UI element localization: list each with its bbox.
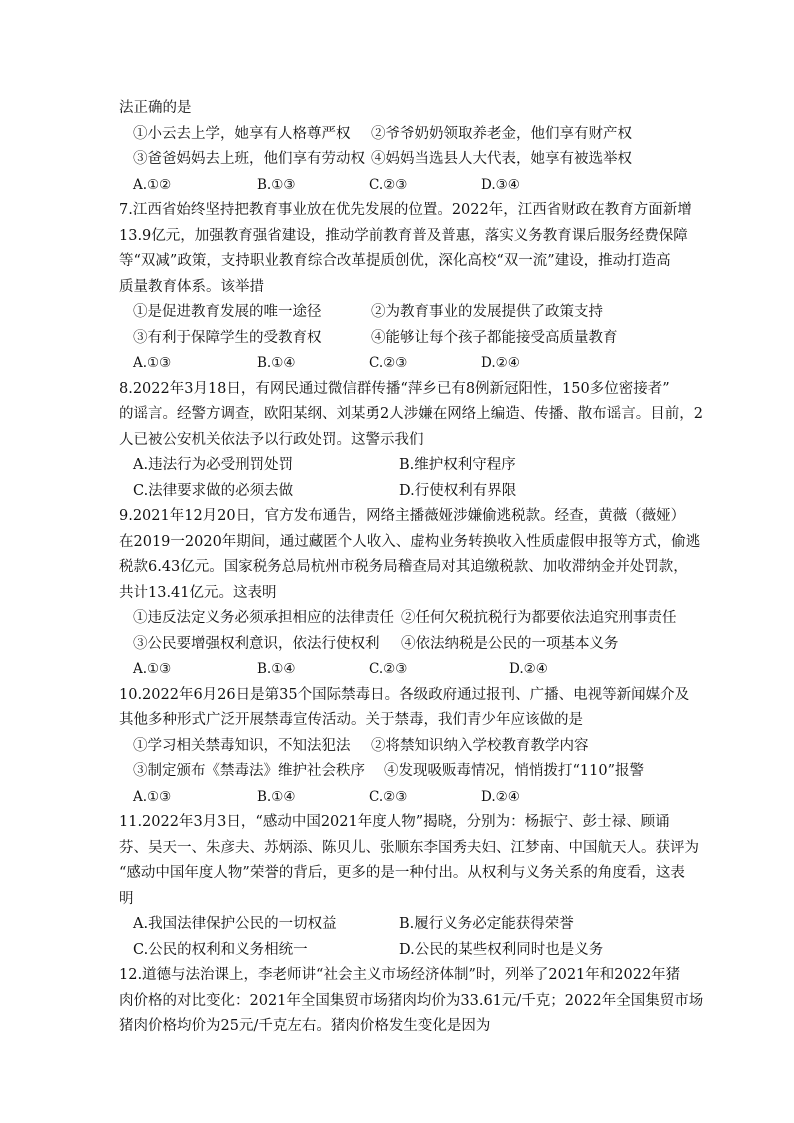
question-stem-line: 10.2022年6月26日是第35个国际禁毒日。各级政府通过报刊、广播、电视等新闻媒介及 (119, 686, 690, 703)
question-stem-line: 质量教育体系。该举措 (119, 278, 264, 295)
option-d[interactable]: D.②④ (481, 788, 520, 805)
question-stem-line: 7.江西省始终坚持把教育事业放在优先发展的位置。2022年，江西省财政在教育方面新增 (119, 202, 692, 218)
option-c[interactable]: C.②③ (369, 788, 408, 805)
question-6 (119, 96, 689, 198)
question-stem-line: 人已被公安机关依法予以行政处罚。这警示我们 (119, 431, 424, 448)
question-10 (119, 683, 689, 811)
option-a[interactable]: A.我国法律保护公民的一切权益 (133, 916, 337, 932)
option-c[interactable]: C.②③ (369, 661, 408, 677)
statement-4: ④妈妈当选县人大代表，她享有被选举权 (371, 151, 632, 167)
option-a[interactable]: A.①② (133, 176, 172, 193)
option-c[interactable]: C.②③ (369, 176, 408, 193)
statement-1: ①是促进教育发展的唯一途径 (133, 304, 322, 320)
question-8 (119, 377, 703, 505)
option-a[interactable]: A.违法行为必受刑罚处罚 (133, 457, 294, 473)
option-c[interactable]: C.②③ (369, 355, 408, 371)
statement-1: ①学习相关禁毒知识，不知法犯法 (133, 737, 351, 754)
question-stem-line: 芬、吴天一、朱彦夫、苏炳添、陈贝儿、张顺东李国秀夫妇、江梦南、中国航天人。获评为 (119, 839, 699, 856)
question-stem-line: 明 (119, 890, 134, 907)
option-b[interactable]: B.履行义务必定能获得荣誉 (399, 916, 574, 932)
option-a[interactable]: A.①③ (133, 661, 172, 677)
question-stem-line: 税款6.43亿元。国家税务总局杭州市税务局稽查局对其追缴税款、加收滞纳金并处罚款， (119, 559, 688, 575)
question-stem-line: 9.2021年12月20日，官方发布通告，网络主播薇娅涉嫌偷逃税款。经查，黄薇（薇娅） (119, 508, 686, 524)
option-c[interactable]: C.法律要求做的必须去做 (133, 482, 294, 499)
statement-3: ③制定颁布《禁毒法》维护社会秩序 (133, 763, 365, 779)
question-7 (119, 198, 692, 377)
statement-2: ②任何欠税抗税行为都要依法追究刑事责任 (401, 610, 677, 626)
statement-1: ①小云去上学，她享有人格尊严权 (133, 125, 351, 142)
question-stem-line: 的谣言。经警方调查，欧阳某纲、刘某勇2人涉嫌在网络上编造、传播、散布谣言。目前，2 (119, 406, 703, 422)
question-stem-line: “感动中国年度人物”荣誉的背后，更多的是一种付出。从权利与义务关系的角度看，这表 (119, 865, 685, 881)
statement-2: ②爷爷奶奶领取养老金，他们享有财产权 (371, 125, 632, 142)
question-stem-line: 法正确的是 (119, 100, 192, 116)
statement-4: ④发现吸贩毒情况，悄悄拨打“110”报警 (384, 763, 645, 779)
statement-3: ③有利于保障学生的受教育权 (133, 329, 322, 346)
option-b[interactable]: B.①④ (257, 788, 296, 805)
question-stem-line: 其他多种形式广泛开展禁毒宣传活动。关于禁毒，我们青少年应该做的是 (119, 712, 583, 728)
statement-4: ④依法纳税是公民的一项基本义务 (401, 635, 619, 652)
option-d[interactable]: D.②④ (481, 355, 520, 371)
option-d[interactable]: D.③④ (481, 176, 520, 193)
question-stem-line: 在2019一2020年期间，通过藏匿个人收入、虚构业务转换收入性质虚假申报等方式，偷逃 (119, 533, 701, 550)
statement-3: ③公民要增强权利意识，依法行使权利 (133, 635, 380, 652)
option-a[interactable]: A.①③ (133, 355, 172, 371)
option-d[interactable]: D.公民的某些权利同时也是义务 (399, 941, 604, 958)
question-stem-line: 12.道德与法治课上，李老师讲“社会主义市场经济体制”时，列举了2021年和2022年猪 (119, 967, 681, 983)
question-stem-line: 肉价格的对比变化：2021年全国集贸市场猪肉均价为33.61元/千克；2022年全国集贸市场 (119, 992, 704, 1009)
question-stem-line: 11.2022年3月3日，“感动中国2021年度人物”揭晓，分别为：杨振宁、彭士禄、顾诵 (119, 814, 670, 830)
statement-3: ③爸爸妈妈去上班，他们享有劳动权 (133, 151, 365, 167)
option-b[interactable]: B.①④ (257, 661, 296, 677)
option-b[interactable]: B.维护权利守程序 (399, 457, 516, 473)
question-stem-line: 13.9亿元，加强教育强省建设，推动学前教育普及普惠，落实义务教育课后服务经费保障 (119, 227, 688, 244)
question-9 (119, 504, 701, 683)
option-a[interactable]: A.①③ (133, 788, 172, 805)
option-b[interactable]: B.①③ (257, 176, 296, 193)
question-stem-line: 等“双减”政策，支持职业教育综合改革提质创优，深化高校“双一流”建设，推动打造高 (119, 253, 671, 269)
statement-2: ②为教育事业的发展提供了政策支持 (371, 304, 603, 320)
option-d[interactable]: D.②④ (509, 661, 548, 677)
statement-2: ②将禁知识纳入学校教育教学内容 (371, 737, 589, 754)
option-b[interactable]: B.①④ (257, 355, 296, 371)
question-12 (119, 963, 704, 1040)
statement-4: ④能够让每个孩子都能接受高质量教育 (371, 329, 618, 346)
exam-page (119, 96, 704, 1040)
question-stem-line: 8.2022年3月18日，有网民通过微信群传播“萍乡已有8例新冠阳性，150多位密接者” (119, 380, 670, 397)
question-11 (119, 810, 699, 963)
option-d[interactable]: D.行使权利有界限 (399, 482, 517, 499)
question-stem-line: 猪肉价格均价为25元/千克左右。猪肉价格发生变化是因为 (119, 1018, 491, 1034)
statement-1: ①违反法定义务必须承担相应的法律责任 (133, 610, 394, 626)
question-stem-line: 共计13.41亿元。这表明 (119, 584, 277, 601)
option-c[interactable]: C.公民的权利和义务相统一 (133, 941, 308, 958)
